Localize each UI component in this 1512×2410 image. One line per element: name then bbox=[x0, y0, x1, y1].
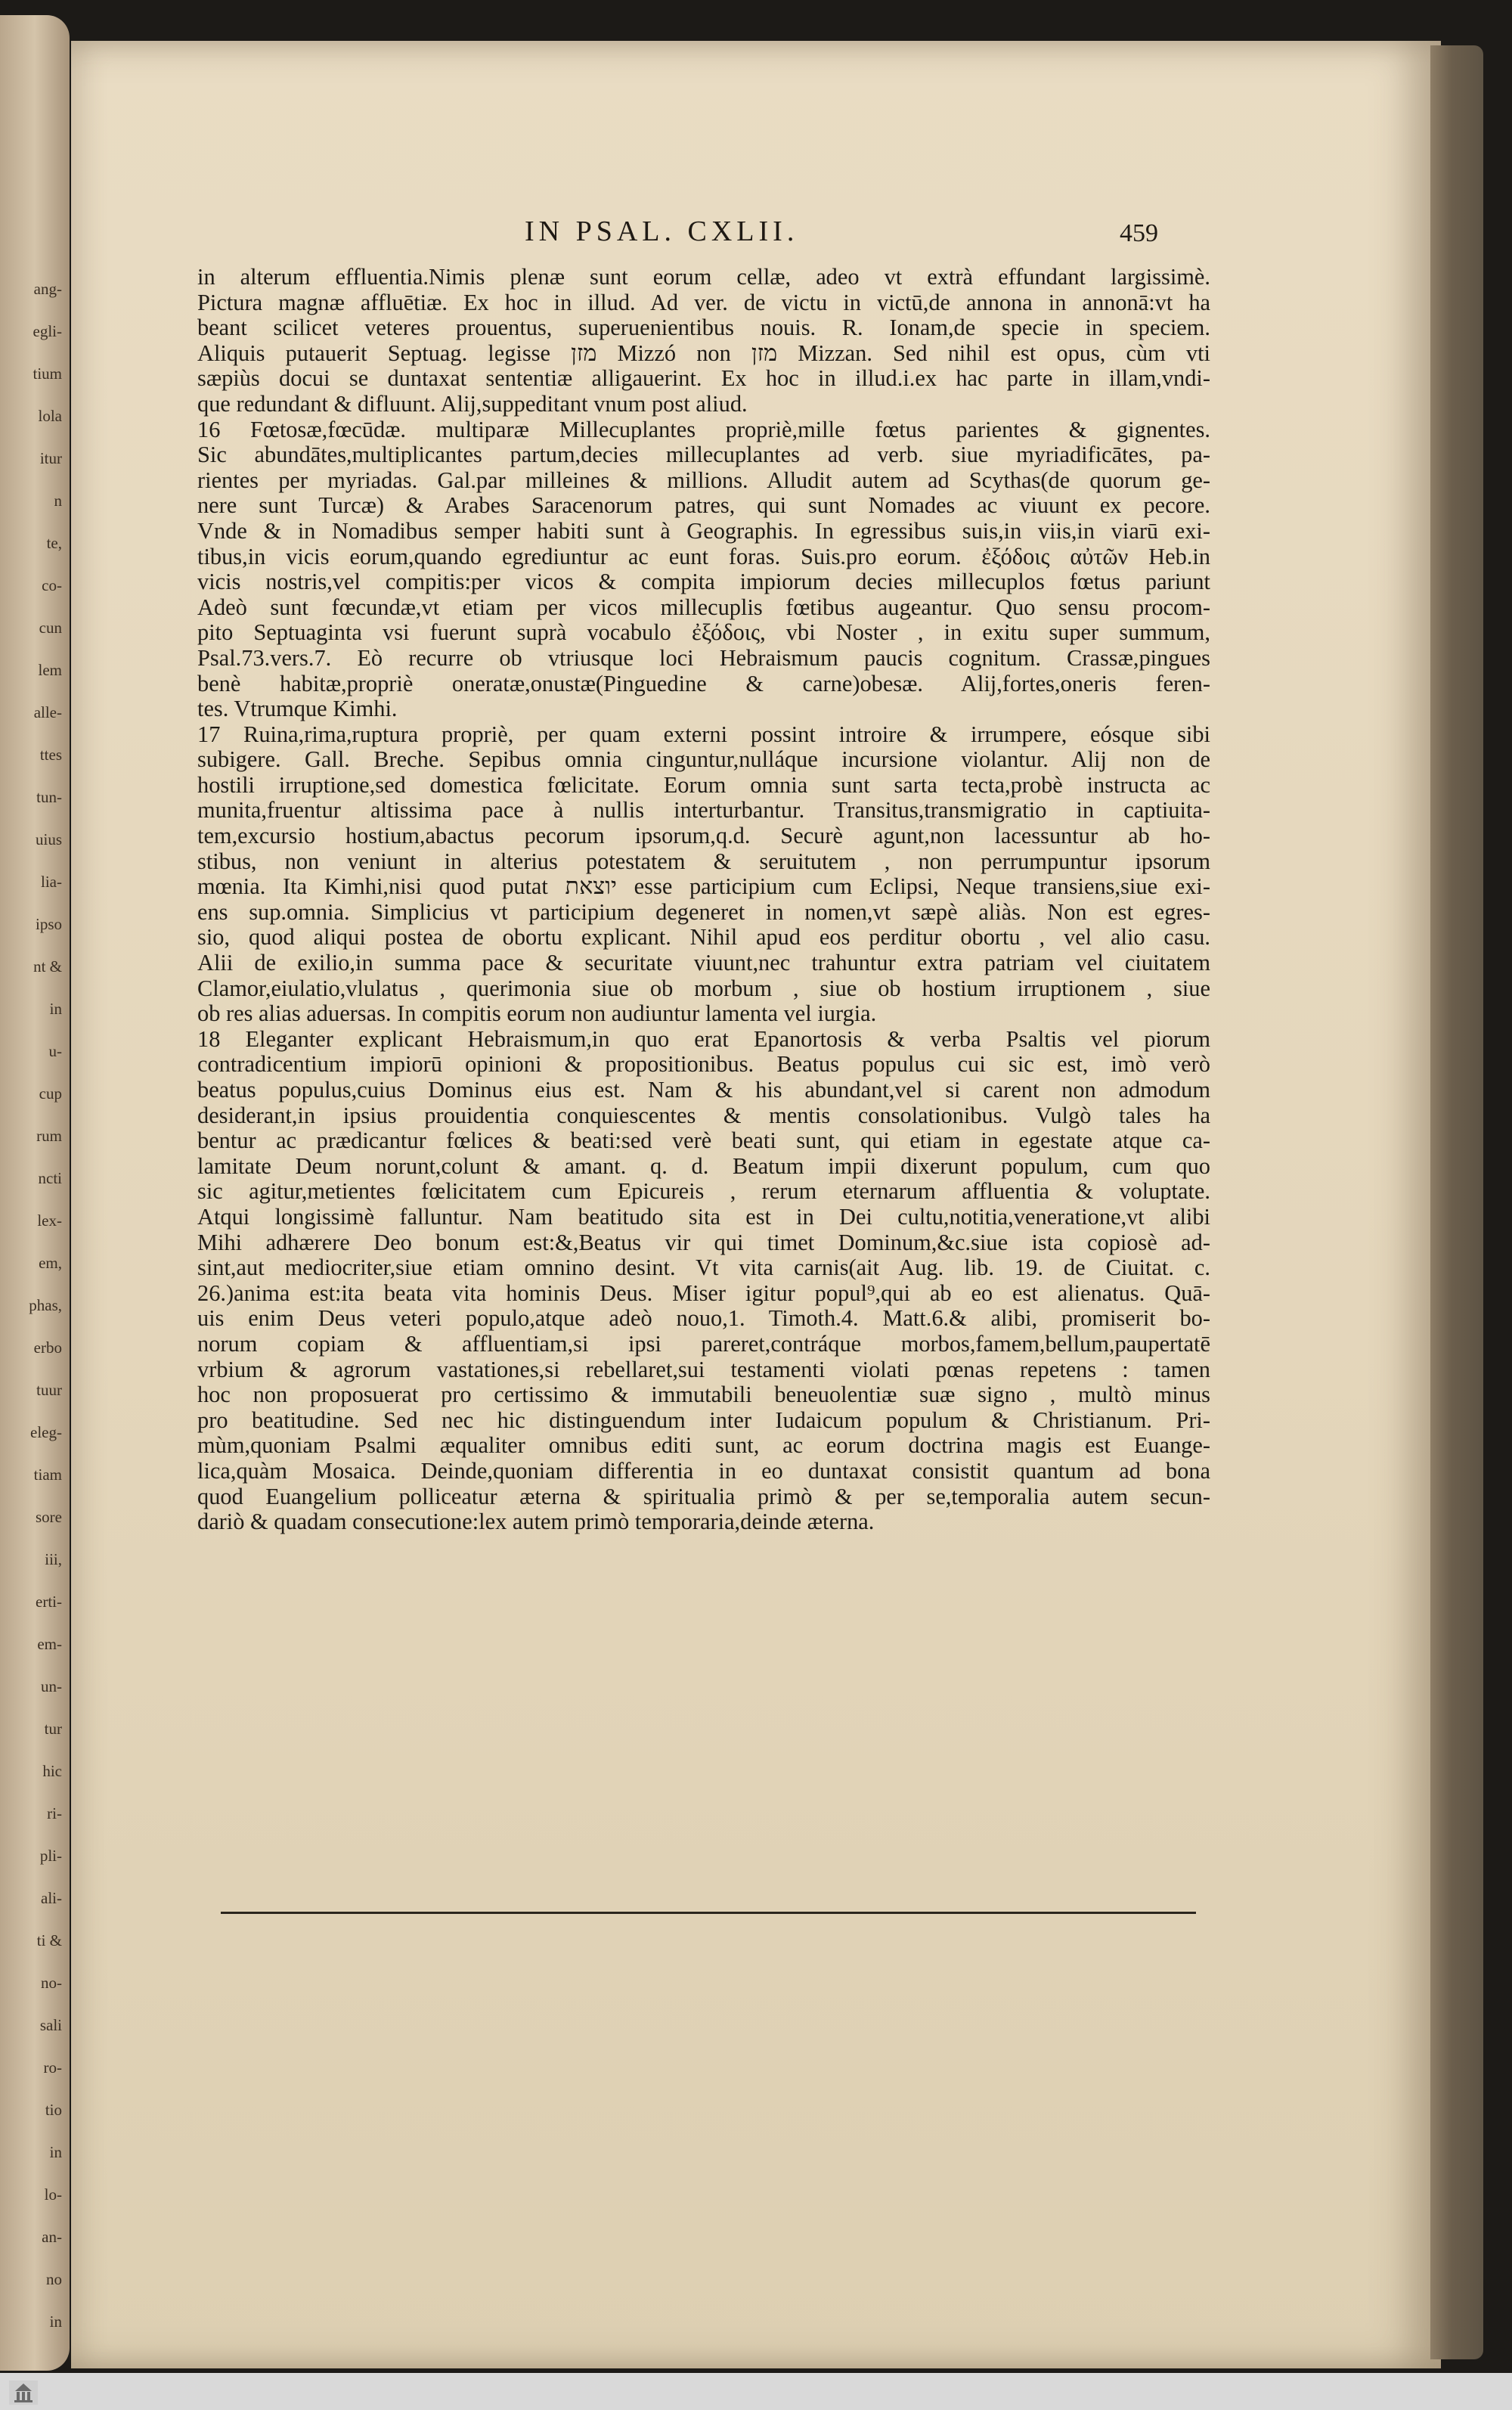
left-margin-fragment: n bbox=[54, 492, 62, 510]
left-margin-fragment: lo- bbox=[44, 2185, 62, 2204]
left-margin-fragment: cup bbox=[39, 1084, 62, 1103]
text-line: lamitate Deum norunt,colunt & amant. q. d. Beatum impii dixerunt populum, cum quo bbox=[197, 1153, 1210, 1179]
left-margin-fragment: ttes bbox=[39, 746, 62, 764]
left-margin-fragment: ro- bbox=[43, 2058, 62, 2077]
left-margin-fragment: u- bbox=[48, 1042, 62, 1060]
text-line: 26.)anima est:ita beata vita hominis Deus. Miser igitur popul⁹,qui ab eo est alienatus. Quā- bbox=[197, 1280, 1210, 1306]
text-line: Clamor,eiulatio,vlulatus , querimonia siue ob morbum , siue ob hostium irruptionem , siue bbox=[197, 975, 1210, 1001]
left-margin-fragment: te, bbox=[46, 534, 62, 552]
left-margin-fragment: em- bbox=[37, 1635, 62, 1653]
text-line: stibus, non veniunt in alterius potestatem & seruitutem , non perrumpuntur ipsorum bbox=[197, 848, 1210, 874]
text-line: ob res alias aduersas. In compitis eorum non audiuntur lamenta vel iurgia. bbox=[197, 1001, 877, 1027]
left-margin-fragment: no- bbox=[41, 1974, 62, 1992]
text-line: in alterum effluentia.Nimis plenæ sunt eorum cellæ, adeo vt extrà effundant largissimè. bbox=[197, 265, 1210, 290]
text-line: Atqui longissimè falluntur. Nam beatitudo sita est in Dei cultu,notitia,veneratione,vt alibi bbox=[197, 1204, 1210, 1230]
text-line: 17 Ruina,rima,ruptura propriè, per quam externi possint introire & irrumpere, eósque sibi bbox=[197, 721, 1210, 747]
left-margin-fragment: phas, bbox=[29, 1296, 62, 1314]
left-margin-fragment: in bbox=[49, 1000, 62, 1018]
left-margin-fragment: tur bbox=[44, 1720, 62, 1738]
left-margin-fragment: ipso bbox=[35, 915, 62, 933]
left-margin-fragment: erti- bbox=[36, 1593, 62, 1611]
left-margin-fragment: em, bbox=[39, 1254, 62, 1272]
text-line: quod Euangelium polliceatur æterna & spiritualia primò & per se,temporalia autem secun- bbox=[197, 1484, 1210, 1509]
left-margin-fragment: lem bbox=[38, 661, 62, 679]
left-margin-fragment: eleg- bbox=[30, 1423, 62, 1441]
left-margin-fragment: lola bbox=[38, 407, 62, 425]
text-line: rientes per myriadas. Gal.par milleines & millions. Alludit autem ad Scythas(de quorum ge- bbox=[197, 467, 1210, 493]
text-line: mùm,quoniam Psalmi æqualiter omnibus editi sunt, ac eorum doctrina magis est Euange- bbox=[197, 1433, 1210, 1459]
text-line: 16 Fœtosæ,fœcūdæ. multiparæ Millecuplantes propriè,mille fœtus parientes & gignentes. bbox=[197, 417, 1210, 442]
text-line: Mihi adhærere Deo bonum est:&,Beatus vir qui timet Dominum,&c.siue ista copiosè ad- bbox=[197, 1230, 1210, 1255]
text-line: Sic abundātes,multiplicantes partum,decies millecuplantes ad verb. siue myriadificātes, pa- bbox=[197, 442, 1210, 468]
left-margin-fragment: co- bbox=[42, 576, 62, 594]
text-line: nere sunt Turcæ) & Arabes Saracenorum patres, qui sunt Nomades ac viuunt ex pecore. bbox=[197, 493, 1210, 519]
text-line: sæpiùs docui se duntaxat sententiæ alligauerint. Ex hoc in illud.i.ex hac parte in illam,vndi- bbox=[197, 366, 1210, 392]
text-line: tes. Vtrumque Kimhi. bbox=[197, 696, 398, 722]
text-line: pro beatitudine. Sed nec hic distinguendum inter Iudaicum populum & Christianum. Pri- bbox=[197, 1407, 1210, 1433]
left-margin-fragment: no bbox=[46, 2270, 62, 2288]
text-line: que redundant & difluunt. Alij,suppeditant vnum post aliud. bbox=[197, 391, 748, 417]
left-margin-fragment: ti & bbox=[36, 1931, 62, 1949]
left-margin-fragment: sore bbox=[36, 1508, 62, 1526]
left-margin-fragment: uius bbox=[35, 830, 62, 848]
text-line: benè habitæ,propriè oneratæ,onustæ(Pinguedine & carne)obesæ. Alij,fortes,oneris feren- bbox=[197, 671, 1210, 696]
text-line: bentur ac prædicantur fœlices & beati:sed verè beati sunt, qui etiam in egestate atque ca- bbox=[197, 1128, 1210, 1154]
left-margin-fragment: tuur bbox=[36, 1381, 62, 1399]
left-margin-fragment: an- bbox=[42, 2228, 62, 2246]
footer-rule bbox=[221, 1912, 1196, 1914]
left-margin-fragment: lex- bbox=[37, 1211, 62, 1230]
left-margin-fragment: iii, bbox=[45, 1550, 62, 1568]
viewer-footer-bar bbox=[0, 2373, 1512, 2410]
text-line: Psal.73.vers.7. Eò recurre ob vtriusque loci Hebraismum paucis cognitum. Crassæ,pingues bbox=[197, 645, 1210, 671]
text-line: munita,fruentur altissima pace à nullis interturbantur. Transitus,transmigratio in captiuita- bbox=[197, 798, 1210, 823]
left-margin-fragment: nt & bbox=[33, 957, 62, 975]
text-line: Pictura magnæ affluētiæ. Ex hoc in illud. Ad ver. de victu in victū,de annona in annonā:vt ha bbox=[197, 290, 1210, 315]
left-margin-fragment: in bbox=[49, 2143, 62, 2161]
text-line: dariò & quadam consecutione:lex autem primò temporaria,deinde æterna. bbox=[197, 1509, 875, 1535]
left-margin-fragment: tun- bbox=[36, 788, 62, 806]
header-title: IN PSAL. CXLII. bbox=[525, 216, 799, 247]
left-margin-fragment: itur bbox=[39, 449, 62, 467]
text-line: mœnia. Ita Kimhi,nisi quod putat יוצאת esse participium cum Eclipsi, Neque transiens,siue exi- bbox=[197, 874, 1210, 900]
text-line: vrbium & agrorum vastationes,si rebellaret,sui testamenti violati pœnas repetens : tamen bbox=[197, 1357, 1210, 1382]
text-line: Alii de exilio,in summa pace & securitate viuunt,nec trahuntur extra patriam vel ciuitatem bbox=[197, 951, 1210, 976]
left-margin-fragment: pli- bbox=[39, 1847, 62, 1865]
left-margin-fragment: egli- bbox=[33, 322, 62, 340]
text-line: 18 Eleganter explicant Hebraismum,in quo erat Epanortosis & verba Psaltis vel piorum bbox=[197, 1026, 1210, 1052]
text-line: Adeò sunt fœcundæ,vt etiam per vicos millecuplis fœtibus augeantur. Quo sensu procom- bbox=[197, 594, 1210, 620]
text-line: sint,aut mediocriter,siue etiam omnino desint. Vt vita carnis(ait Aug. lib. 19. de Ciuitat. c. bbox=[197, 1255, 1210, 1281]
left-margin-fragment: ang- bbox=[33, 280, 62, 298]
left-page-edge bbox=[0, 15, 70, 2371]
text-line: lica,quàm Mosaica. Deinde,quoniam differentia in eo duntaxat consistit quantum ad bona bbox=[197, 1458, 1210, 1484]
text-line: hostili irruptione,sed domestica fœlicitate. Eorum omnia sunt sarta tecta,probè instructa ac bbox=[197, 772, 1210, 798]
text-line: vicis nostris,vel compitis:per vicos & compita impiorum decies millecuplos fœtus pariunt bbox=[197, 569, 1210, 595]
left-margin-fragment: cun bbox=[39, 619, 62, 637]
text-line: desiderant,in ipsius prouidentia conquiescentes & mentis consolationibus. Vulgò tales ha bbox=[197, 1103, 1210, 1128]
text-line: sio, quod aliqui postea de obortu explicant. Nihil apud eos perditur obortu , vel alio casu. bbox=[197, 925, 1210, 951]
text-line: ens sup.omnia. Simplicius vt participium degeneret in nomen,vt sæpè aliàs. Non est egres- bbox=[197, 899, 1210, 925]
text-line: tem,excursio hostium,abactus pecorum ipsorum,q.d. Securè agunt,non lacessuntur ab ho- bbox=[197, 823, 1210, 849]
left-margin-fragment: erbo bbox=[33, 1338, 62, 1357]
text-line: tibus,in vicis eorum,quando egrediuntur ac eunt foras. Suis.pro eorum. ἐξόδοις αὐτῶν Heb.in bbox=[197, 544, 1210, 569]
left-margin-fragment: tium bbox=[33, 364, 62, 383]
library-logo-icon bbox=[6, 2377, 41, 2408]
text-line: contradicentium impiorū opinioni & propositionibus. Beatus populus cui sic est, imò verò bbox=[197, 1052, 1210, 1078]
page-number: 459 bbox=[1120, 219, 1158, 247]
text-line: pito Septuaginta vsi fuerunt suprà vocabulo ἐξόδοις, vbi Noster , in exitu super summum, bbox=[197, 620, 1210, 646]
left-margin-fragment: in bbox=[49, 2312, 62, 2331]
left-margin-fragment: rum bbox=[36, 1127, 62, 1145]
text-line: beant scilicet veteres prouentus, superuenientibus nouis. R. Ionam,de specie in speciem. bbox=[197, 315, 1210, 341]
text-line: subigere. Gall. Breche. Sepibus omnia cinguntur,nulláque incursione violantur. Alij non de bbox=[197, 747, 1210, 773]
left-margin-fragment: tiam bbox=[33, 1466, 62, 1484]
left-margin-fragment: tio bbox=[45, 2101, 62, 2119]
text-line: sic agitur,metientes fœlicitatem cum Epicureis , rerum eternarum affluentia & voluptate. bbox=[197, 1179, 1210, 1205]
left-margin-fragment: ncti bbox=[38, 1169, 62, 1187]
page-fore-edge bbox=[1430, 45, 1483, 2359]
left-margin-fragment: un- bbox=[41, 1677, 62, 1695]
text-line: Vnde & in Nomadibus semper habiti sunt à Geographis. In egressibus suis,in viis,in viarū exi- bbox=[197, 518, 1210, 544]
text-line: Aliquis putauerit Septuag. legisse מזן Mizzó non מזן Mizzan. Sed nihil est opus, cùm vti bbox=[197, 340, 1210, 366]
left-margin-fragment: hic bbox=[42, 1762, 62, 1780]
left-margin-fragment: ri- bbox=[47, 1804, 62, 1822]
left-margin-fragment: sali bbox=[39, 2016, 62, 2034]
text-line: hoc non proposuerat pro certissimo & immutabili beneuolentiæ suæ signo , multò minus bbox=[197, 1382, 1210, 1408]
left-margin-fragment: lia- bbox=[41, 873, 62, 891]
left-margin-fragment: ali- bbox=[41, 1889, 62, 1907]
body-text bbox=[197, 265, 1210, 1535]
left-margin-fragment: alle- bbox=[33, 703, 62, 721]
text-line: norum copiam & affluentiam,si ipsi pareret,contráque morbos,famem,bellum,paupertatē bbox=[197, 1331, 1210, 1357]
running-head bbox=[0, 215, 1512, 260]
text-line: beatus populus,cuius Dominus eius est. Nam & his abundant,vel si carent non admodum bbox=[197, 1078, 1210, 1103]
text-line: uis enim Deus veteri populo,atque adeò nouo,1. Timoth.4. Matt.6.& alibi, promiserit bo- bbox=[197, 1306, 1210, 1332]
